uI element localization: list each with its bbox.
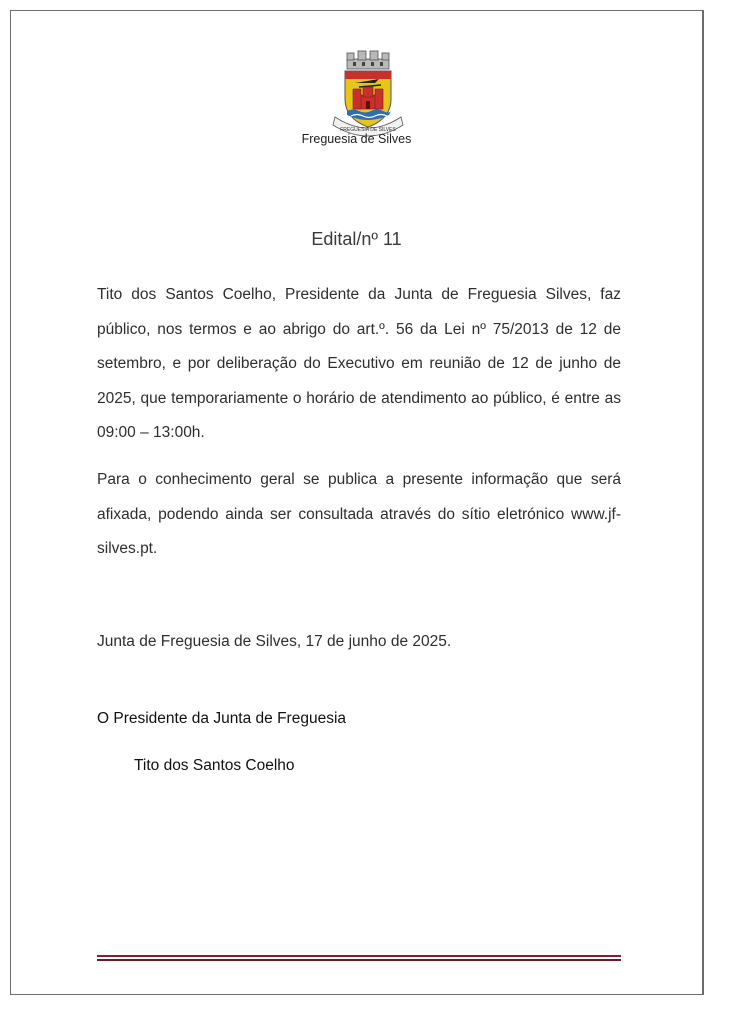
signatory-title: O Presidente da Junta de Freguesia: [97, 710, 347, 727]
announcement-paragraph: Tito dos Santos Coelho, Presidente da Junta de Freguesia Silves, faz público, nos termos e ao abrigo do art.º. 56 da Lei nº 75/2013 de 12 de setembro, e por deliberação do Executivo em reunião de 12 de junho de 2025, que temporariamente o horário de atendimento ao público, é entre as 09:00 – 13:00h.: [97, 286, 621, 441]
publication-paragraph: Para o conhecimento geral se publica a presente informação que será afixada, podendo ainda ser consultada através do sítio eletrónico www.jf-silves.pt.: [97, 471, 621, 557]
footer-divider: [97, 955, 621, 963]
organization-name: Freguesia de Silves: [301, 132, 412, 146]
signatory-name: Tito dos Santos Coelho: [134, 757, 295, 774]
coat-of-arms-icon: [329, 49, 407, 137]
place-date: Junta de Freguesia de Silves, 17 de junho de 2025.: [97, 633, 452, 650]
svg-text:FREGUESIA DE SILVES: FREGUESIA DE SILVES: [340, 127, 396, 133]
document-title: Edital/nº 11: [311, 229, 402, 249]
document-page: [10, 10, 704, 995]
